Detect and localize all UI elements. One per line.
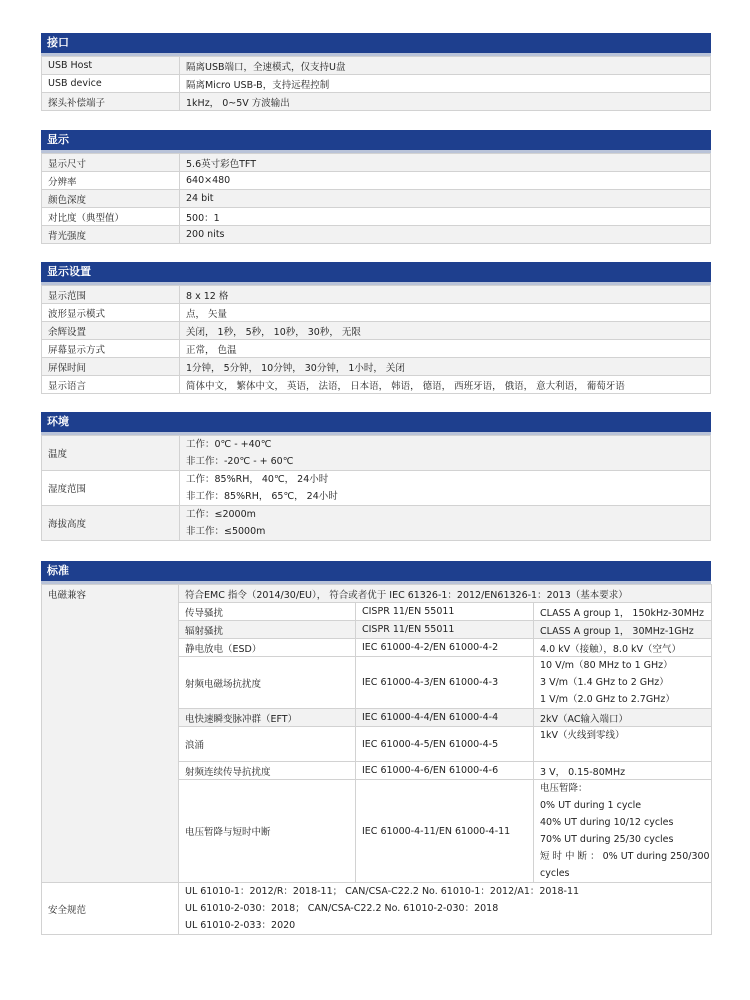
standards-section [41,561,711,935]
row-value: 200 nits [180,226,711,244]
table-row [42,75,711,93]
table-row [42,340,711,358]
table-row [42,93,711,111]
table-row [42,172,711,190]
value-line: UL 61010-2-030：2018； CAN/CSA-C22.2 No. 61010-2-030：2018 [185,903,499,914]
value-line: 非工作：≤5000m [186,526,266,537]
test-name: 传导骚扰 [179,603,356,621]
section-header-display-settings: 显示设置 [41,262,711,285]
table-row [42,304,711,322]
value-line: 10 V/m（80 MHz to 1 GHz） [540,660,673,671]
row-label: 颜色深度 [42,190,180,208]
row-value: 1分钟， 5分钟， 10分钟， 30分钟， 1小时， 关闭 [180,358,711,376]
value-line: 电压暂降： [540,783,588,794]
row-label: 屏保时间 [42,358,180,376]
row-value: 正常， 色温 [180,340,711,358]
row-label: USB device [42,75,180,93]
test-name: 电压暂降与短时中断 [179,780,356,883]
value-line: 0% UT during 1 cycle [540,800,642,811]
table-row [42,471,711,506]
row-value: 640×480 [180,172,711,190]
row-label: 显示尺寸 [42,154,180,172]
test-standard: CISPR 11/EN 55011 [356,621,534,639]
row-value: 24 bit [180,190,711,208]
emc-label: 电磁兼容 [42,585,179,883]
row-value [180,506,711,541]
row-value: 5.6英寸彩色TFT [180,154,711,172]
test-value: 4.0 kV（接触），8.0 kV（空气） [534,639,712,657]
test-name: 辐射骚扰 [179,621,356,639]
row-label: 分辨率 [42,172,180,190]
row-label: 探头补偿端子 [42,93,180,111]
row-label: 屏幕显示方式 [42,340,180,358]
display-settings-section [41,262,711,394]
display-settings-table [41,285,711,394]
row-value: 隔离Micro USB-B，支持远程控制 [180,75,711,93]
value-line: 3 V/m（1.4 GHz to 2 GHz） [540,677,669,688]
section-header-standards: 标准 [41,561,711,584]
display-section [41,130,711,244]
safety-value [179,883,712,935]
row-label: USB Host [42,57,180,75]
row-label: 余辉设置 [42,322,180,340]
environment-table [41,435,711,541]
test-standard: IEC 61000-4-11/EN 61000-4-11 [356,780,534,883]
test-value [534,657,712,709]
display-table [41,153,711,244]
section-header-display: 显示 [41,130,711,153]
table-row [42,322,711,340]
test-value: CLASS A group 1， 30MHz-1GHz [534,621,712,639]
interface-section [41,33,711,111]
row-value: 点， 矢量 [180,304,711,322]
test-name: 射频电磁场抗扰度 [179,657,356,709]
table-row [42,208,711,226]
table-row [42,358,711,376]
test-name: 静电放电（ESD） [179,639,356,657]
value-line: 工作：85%RH， 40℃， 24小时 [186,474,329,485]
row-value [180,471,711,506]
safety-label: 安全规范 [42,883,179,935]
standards-table [41,584,712,935]
value-line: UL 61010-1：2012/R：2018-11； CAN/CSA-C22.2 No. 61010-1：2012/A1：2018-11 [185,886,580,897]
test-name: 射频连续传导抗扰度 [179,762,356,780]
table-row [42,436,711,471]
test-value [534,727,712,762]
test-standard: IEC 61000-4-4/EN 61000-4-4 [356,709,534,727]
row-label: 波形显示模式 [42,304,180,322]
row-label: 显示范围 [42,286,180,304]
value-line: 工作：≤2000m [186,509,256,520]
value-line: 非工作：85%RH， 65℃， 24小时 [186,491,338,502]
section-header-interface: 接口 [41,33,711,56]
row-value: 1kHz， 0~5V 方波输出 [180,93,711,111]
table-row [42,57,711,75]
value-line [540,744,711,761]
value-line: 工作：0℃ - +40℃ [186,439,272,450]
value-line: 1kV（火线到零线） [540,730,625,741]
test-name: 浪涌 [179,727,356,762]
test-standard: IEC 61000-4-6/EN 61000-4-6 [356,762,534,780]
test-value: CLASS A group 1， 150kHz-30MHz [534,603,712,621]
row-label: 对比度（典型值） [42,208,180,226]
value-line: 40% UT during 10/12 cycles [540,817,674,828]
value-line: 1 V/m（2.0 GHz to 2.7GHz） [540,694,675,705]
row-label: 温度 [42,436,180,471]
row-label: 背光强度 [42,226,180,244]
environment-section [41,412,711,541]
test-standard: CISPR 11/EN 55011 [356,603,534,621]
value-line: UL 61010-2-033：2020 [185,920,296,931]
table-row [42,154,711,172]
section-header-environment: 环境 [41,412,711,435]
table-row [42,376,711,394]
row-value: 500：1 [180,208,711,226]
row-value: 8 x 12 格 [180,286,711,304]
table-row [42,190,711,208]
row-label: 湿度范围 [42,471,180,506]
test-standard: IEC 61000-4-5/EN 61000-4-5 [356,727,534,762]
row-value: 隔离USB端口，全速模式，仅支持U盘 [180,57,711,75]
row-label: 海拔高度 [42,506,180,541]
table-row [42,506,711,541]
value-line: 短 时 中 断 ： 0% UT during 250/300 [540,851,710,862]
value-line: cycles [540,868,570,879]
row-value: 简体中文， 繁体中文， 英语， 法语， 日本语， 韩语， 德语， 西班牙语， 俄语， 意大利语， 葡萄牙语 [180,376,711,394]
test-value [534,780,712,883]
value-line: 70% UT during 25/30 cycles [540,834,674,845]
emc-intro: 符合EMC 指令（2014/30/EU）， 符合或者优于 IEC 61326-1：2012/EN61326-1：2013（基本要求） [179,585,712,603]
value-line: 非工作：-20℃ - + 60℃ [186,456,294,467]
table-row [42,226,711,244]
test-value: 3 V， 0.15-80MHz [534,762,712,780]
table-row [42,585,712,603]
row-value: 关闭， 1秒， 5秒， 10秒， 30秒， 无限 [180,322,711,340]
test-name: 电快速瞬变脉冲群（EFT） [179,709,356,727]
table-row [42,286,711,304]
table-row [42,883,712,935]
test-standard: IEC 61000-4-3/EN 61000-4-3 [356,657,534,709]
test-standard: IEC 61000-4-2/EN 61000-4-2 [356,639,534,657]
row-label: 显示语言 [42,376,180,394]
interface-table [41,56,711,111]
row-value [180,436,711,471]
test-value: 2kV（AC输入端口） [534,709,712,727]
